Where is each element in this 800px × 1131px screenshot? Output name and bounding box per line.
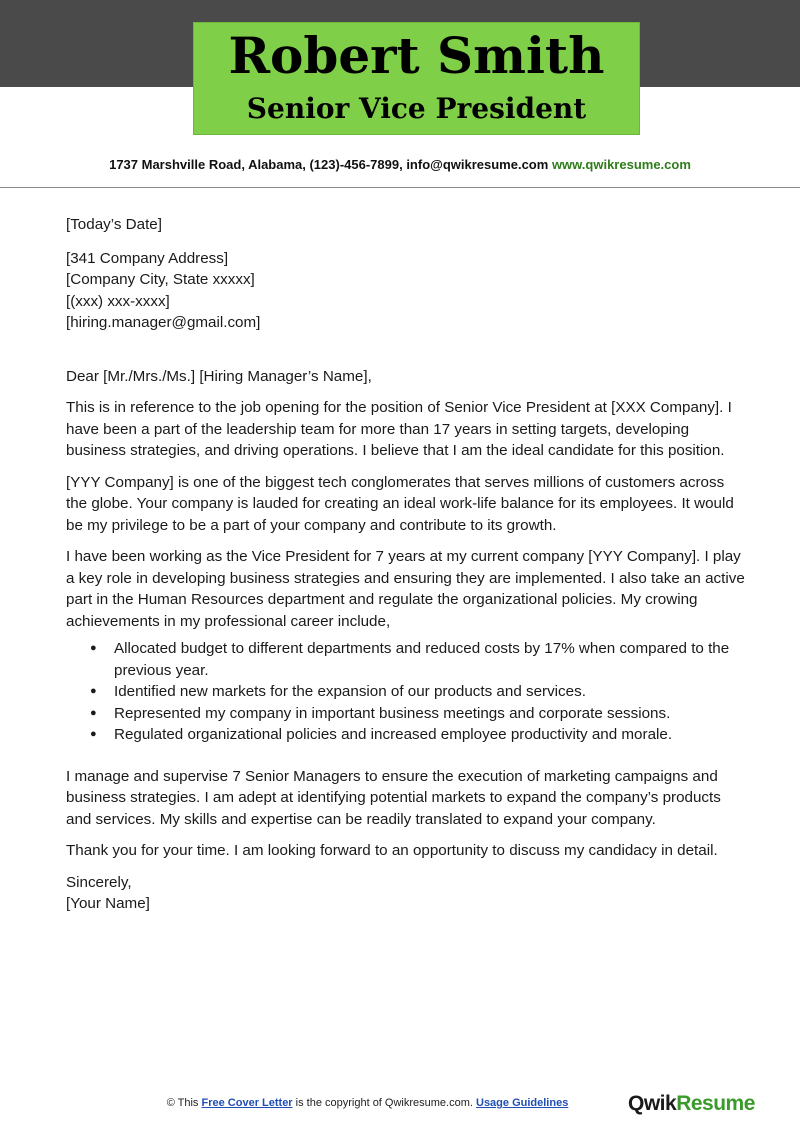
address-line: [Company City, State xxxxx]	[66, 271, 255, 288]
logo-part: Qwik	[628, 1092, 677, 1115]
qwikresume-logo	[628, 1092, 755, 1116]
address-line: [341 Company Address]	[66, 249, 229, 267]
paragraph: I have been working as the Vice President for 7 years at my current company [YYY Company]. I play a key role in developing business strategies and ensuring they are implemented. I also take an active part in the Human Resources department and regulate the organizational policies. My crowing achievements in my professional career include,	[66, 548, 745, 630]
paragraph: This is in reference to the job opening for the position of Senior Vice President at [XXX Company]. I have been a part of the leadership team for more than 17 years in setting targets, developing business strategies, and driving operations. I believe that I am the ideal candidate for this position.	[66, 399, 732, 459]
name-box	[193, 22, 640, 135]
list-item: ● Represented my company in important business meetings and corporate sessions.	[114, 703, 746, 725]
contact-line	[0, 157, 800, 172]
footer-text: is the copyright of Qwikresume.com.	[292, 1097, 476, 1109]
paragraph: I manage and supervise 7 Senior Managers to ensure the execution of marketing campaigns and business strategies. I am adept at identifying potential markets to expand the company’s products and services. My skills and expertise can be readily translated to expand your company.	[66, 767, 721, 828]
logo-part: Resume	[676, 1092, 755, 1115]
contact-details: 1737 Marshville Road, Alabama, (123)-456-7899, info@qwikresume.com	[109, 157, 549, 172]
list-item: ● Allocated budget to different departments and reduced costs by 17% when compared to the previous year.	[114, 638, 746, 681]
paragraph: Thank you for your time. I am looking forward to an opportunity to discuss my candidacy in detail.	[66, 842, 718, 859]
paragraph: [YYY Company] is one of the biggest tech conglomerates that serves millions of customers across the globe. Your company is lauded for creating an ideal work-life balance for its employees. It would be my privilege to be a part of your company and contribute to its growth.	[66, 473, 734, 534]
letter-date: [Today’s Date]	[66, 216, 162, 233]
free-cover-letter-link[interactable]: Free Cover Letter	[201, 1097, 293, 1109]
website-link[interactable]: www.qwikresume.com	[551, 157, 691, 172]
footer-text: © This	[166, 1097, 202, 1109]
list-item: ● Identified new markets for the expansion of our products and services.	[114, 681, 746, 703]
signature: [Your Name]	[66, 895, 150, 912]
candidate-name: Robert Smith	[228, 26, 605, 85]
address-line: [(xxx) xxx-xxxx]	[66, 292, 170, 310]
achievements-list	[66, 638, 746, 746]
header-divider	[0, 187, 800, 188]
letter-body	[66, 214, 746, 915]
closing: Sincerely,	[66, 873, 132, 891]
footer-copyright	[0, 1097, 735, 1109]
salutation: Dear [Mr./Mrs./Ms.] [Hiring Manager’s Name],	[66, 367, 372, 385]
address-line: [hiring.manager@gmail.com]	[66, 314, 261, 331]
list-item: ● Regulated organizational policies and increased employee productivity and morale.	[114, 724, 746, 746]
candidate-title: Senior Vice President	[246, 92, 587, 125]
recipient-address	[66, 248, 746, 334]
usage-guidelines-link[interactable]: Usage Guidelines	[476, 1097, 569, 1109]
